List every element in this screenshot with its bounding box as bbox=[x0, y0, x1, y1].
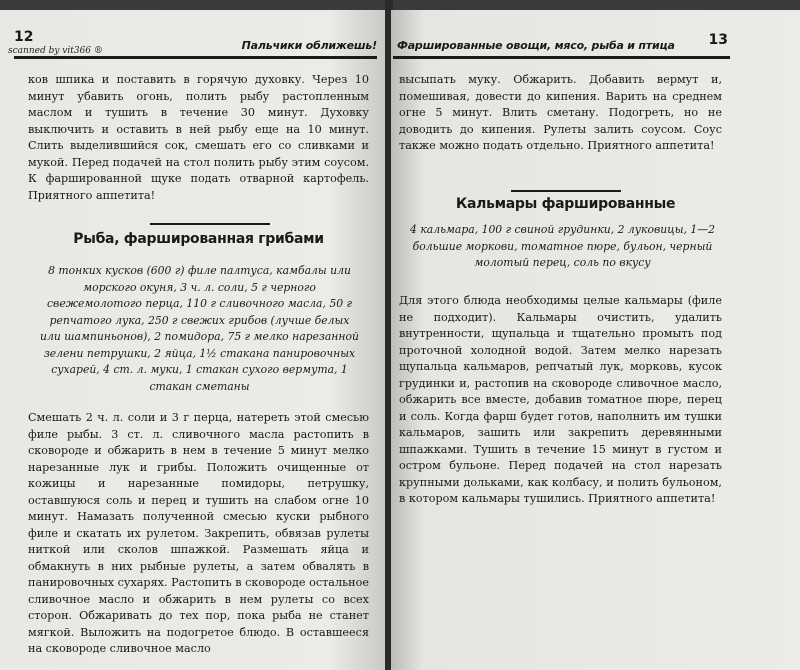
right-page-number: 13 bbox=[708, 32, 728, 48]
left-method-paragraph: Смешать 2 ч. л. соли и 3 г перца, натереть этой смесью филе рыбы. 3 ст. л. сливочного масла растопить в сковороде и обжарить в нем в течение 5 минут мелко нарезанные лук и грибы. Положить очищенные от кожицы и нарезанные помидоры, петрушку, оставшуюся соль и перец и тушить на слабом огне 10 минут. Намазать полученной смесью куски рыбного филе и скатать их рулетом. Закрепить, обвязав рулеты ниткой или сколов шпажкой. Размешать яйца и обмакнуть в них рыбные рулеты, а затем обвалять в панировочных сухарях. Растопить в сковороде остальное сливочное масло и обжарить в нем рулеты со всех сторон. Обжаривать до тех пор, пока рыба не станет мягкой. Выложить на подогретое блюдо. В оставшееся на сковороде сливочное масло bbox=[28, 411, 369, 655]
left-title-rule bbox=[150, 223, 270, 225]
left-continued-paragraph: ков шпика и поставить в горячую духовку. Через 10 минут убавить огонь, полить рыбу растопленным маслом и тушить в течение 30 минут. Духовку выключить и оставить в ней рыбу еще на 10 минут. Слить выделившийся сок, смешать его со сливками и мукой. Перед подачей на стол полить рыбу этим соусом. К фаршированной щуке подать отварной картофель. Приятного аппетита! bbox=[28, 73, 369, 202]
right-page bbox=[391, 10, 800, 670]
left-running-head: Пальчики оближешь! bbox=[241, 39, 377, 52]
left-page-number: 12 bbox=[14, 29, 34, 45]
right-running-head: Фаршированные овощи, мясо, рыба и птица bbox=[397, 39, 675, 52]
left-page bbox=[0, 10, 387, 670]
right-continued-paragraph: высыпать муку. Обжарить. Добавить вермут и, помешивая, довести до кипения. Варить на среднем огне 5 минут. Влить сметану. Подогреть, но не доводить до кипения. Рулеты залить соусом. Соус также можно подать отдельно. Приятного аппетита! bbox=[399, 73, 722, 152]
right-recipe-title: Кальмары фаршированные bbox=[455, 196, 676, 212]
left-ingredients: 8 тонких кусков (600 г) филе палтуса, камбалы или морского окуня, 3 ч. л. соли, 5 г черного свежемолотого перца, 110 г сливочного масла, 50 г репчатого лука, 250 г свежих грибов (лучше белых или шампиньонов), 2 помидора, 75 г мелко нарезанной зелени петрушки, 2 яйца, 1½ стакана панировочных сухарей, 4 ст. л. муки, 1 стакан сухого вермута, 1 стакан сметаны bbox=[40, 264, 359, 393]
right-method-paragraph: Для этого блюда необходимы целые кальмары (филе не подходит). Кальмары очистить, удалить внутренности, щупальца и тщательно промыть под проточной холодной водой. Затем мелко нарезать щупальца кальмаров, репчатый лук, морковь, кусок грудинки и, растопив на сковороде сливочное масло, обжарить все вместе, добавив томатное пюре, перец и соль. Когда фарш будет готов, наполнить им тушки кальмаров, зашить или закрепить деревянными шпажками. Тушить в течение 15 минут в густом и остром бульоне. Перед подачей на стол нарезать крупными дольками, как колбасу, и полить бульоном, в котором кальмары тушились. Приятного аппетита! bbox=[399, 294, 722, 505]
left-recipe-title: Рыба, фаршированная грибами bbox=[73, 231, 324, 247]
right-ingredients: 4 кальмара, 100 г свиной грудинки, 2 луковицы, 1—2 большие моркови, томатное пюре, бульон, черный молотый перец, соль по вкусу bbox=[410, 223, 715, 269]
scan-credit: scanned by vit366 ® bbox=[8, 46, 103, 56]
right-title-rule bbox=[511, 190, 621, 192]
